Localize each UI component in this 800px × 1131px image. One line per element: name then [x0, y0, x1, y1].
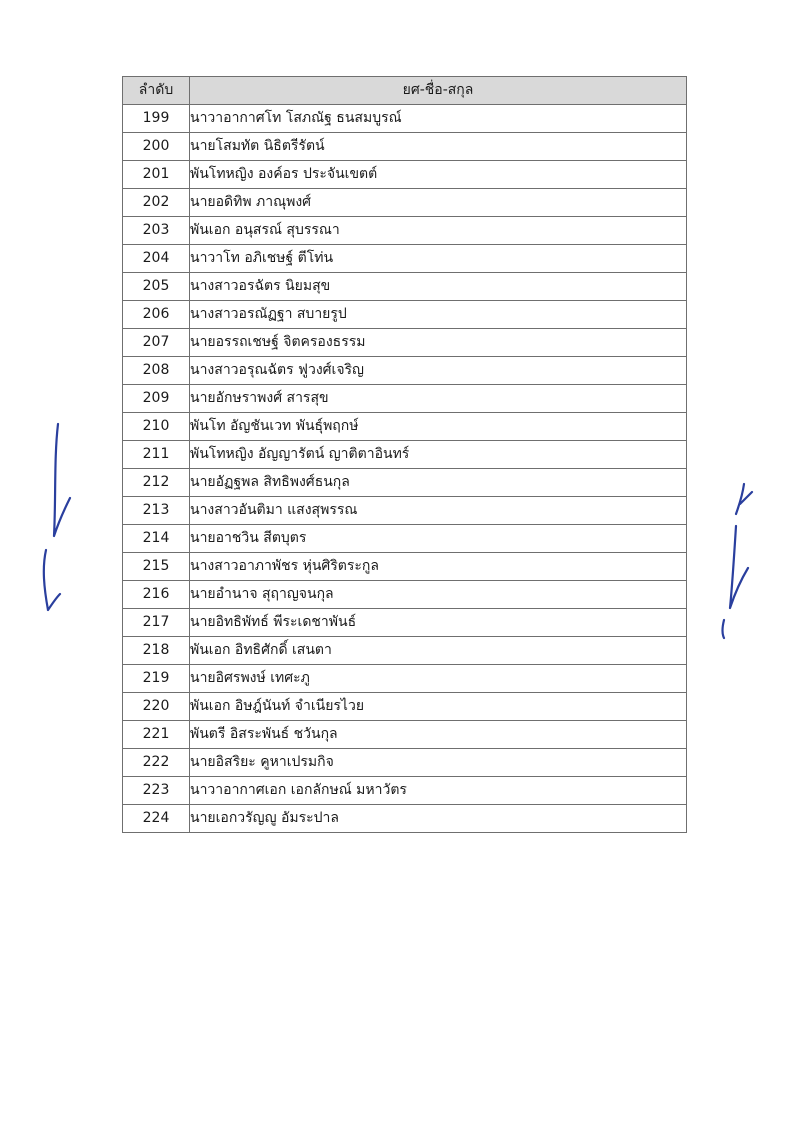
header-rank-name-surname: ยศ-ชื่อ-สกุล — [190, 77, 687, 105]
row-full-name: พันโท อัญชันเวท พันธุ์พฤกษ์ — [190, 413, 687, 441]
row-order-number: 208 — [123, 357, 190, 385]
row-full-name: นางสาวอรุณฉัตร ฟูวงศ์เจริญ — [190, 357, 687, 385]
row-full-name: นางสาวอาภาพัชร หุ่นศิริตระกูล — [190, 553, 687, 581]
row-full-name: นายอดิทิพ ภาณุพงศ์ — [190, 189, 687, 217]
row-order-number: 215 — [123, 553, 190, 581]
row-order-number: 201 — [123, 161, 190, 189]
row-order-number: 214 — [123, 525, 190, 553]
row-full-name: นางสาวอรฉัตร นิยมสุข — [190, 273, 687, 301]
row-full-name: นายอรรถเชษฐ์ จิตครองธรรม — [190, 329, 687, 357]
header-row — [123, 77, 687, 105]
row-order-number: 220 — [123, 693, 190, 721]
row-full-name: นายอักษราพงศ์ สารสุข — [190, 385, 687, 413]
row-order-number: 204 — [123, 245, 190, 273]
table-body — [123, 105, 687, 833]
row-order-number: 212 — [123, 469, 190, 497]
table-row — [123, 301, 687, 329]
row-full-name: พันเอก อนุสรณ์ สุบรรณา — [190, 217, 687, 245]
row-order-number: 221 — [123, 721, 190, 749]
row-full-name: นายอาชวิน สีตบุตร — [190, 525, 687, 553]
table-row — [123, 665, 687, 693]
table-row — [123, 441, 687, 469]
row-full-name: นายอิศรพงษ์ เทศะภู — [190, 665, 687, 693]
signature-left — [36, 418, 76, 618]
table-row — [123, 553, 687, 581]
signature-right — [716, 478, 756, 642]
row-full-name: พันตรี อิสระพันธ์ ชวันกุล — [190, 721, 687, 749]
row-order-number: 222 — [123, 749, 190, 777]
row-order-number: 219 — [123, 665, 190, 693]
table-row — [123, 609, 687, 637]
table-row — [123, 581, 687, 609]
row-order-number: 217 — [123, 609, 190, 637]
row-full-name: นาวาอากาศเอก เอกลักษณ์ มหาวัตร — [190, 777, 687, 805]
table-row — [123, 161, 687, 189]
roster-table — [122, 76, 687, 833]
table-row — [123, 749, 687, 777]
row-order-number: 203 — [123, 217, 190, 245]
table-row — [123, 497, 687, 525]
table-header — [123, 77, 687, 105]
row-full-name: นาวาโท อภิเชษฐ์ ตีโท่น — [190, 245, 687, 273]
table-row — [123, 357, 687, 385]
table-row — [123, 385, 687, 413]
row-full-name: นายอัฏฐพล สิทธิพงศ์ธนกุล — [190, 469, 687, 497]
row-order-number: 213 — [123, 497, 190, 525]
row-full-name: นายอิทธิพัทธ์ พีระเดชาพันธ์ — [190, 609, 687, 637]
table-row — [123, 525, 687, 553]
row-order-number: 223 — [123, 777, 190, 805]
row-full-name: พันเอก อิษฎ์นันท์ จำเนียรไวย — [190, 693, 687, 721]
row-order-number: 211 — [123, 441, 190, 469]
row-order-number: 224 — [123, 805, 190, 833]
table-row — [123, 469, 687, 497]
table-row — [123, 133, 687, 161]
row-full-name: นายเอกวรัญญู อัมระปาล — [190, 805, 687, 833]
row-order-number: 206 — [123, 301, 190, 329]
table-row — [123, 693, 687, 721]
table-row — [123, 413, 687, 441]
table-row — [123, 273, 687, 301]
row-order-number: 218 — [123, 637, 190, 665]
row-full-name: นางสาวอรณัฏฐา สบายรูป — [190, 301, 687, 329]
row-full-name: พันเอก อิทธิศักดิ์ เสนตา — [190, 637, 687, 665]
header-order: ลำดับ — [123, 77, 190, 105]
table-row — [123, 777, 687, 805]
table-row — [123, 721, 687, 749]
table-row — [123, 217, 687, 245]
row-order-number: 209 — [123, 385, 190, 413]
row-full-name: พันโทหญิง อัญญารัตน์ ญาติตาอินทร์ — [190, 441, 687, 469]
row-full-name: นายโสมทัต นิธิตรีรัตน์ — [190, 133, 687, 161]
row-full-name: นาวาอากาศโท โสภณัฐ ธนสมบูรณ์ — [190, 105, 687, 133]
row-order-number: 202 — [123, 189, 190, 217]
row-order-number: 216 — [123, 581, 190, 609]
table-row — [123, 105, 687, 133]
row-full-name: นายอำนาจ สุฤาญจนกุล — [190, 581, 687, 609]
row-order-number: 207 — [123, 329, 190, 357]
row-order-number: 210 — [123, 413, 190, 441]
table-row — [123, 189, 687, 217]
row-order-number: 199 — [123, 105, 190, 133]
table-row — [123, 245, 687, 273]
row-full-name: พันโทหญิง องค์อร ประจันเขตต์ — [190, 161, 687, 189]
row-full-name: นายอิสริยะ คูหาเปรมกิจ — [190, 749, 687, 777]
table-row — [123, 329, 687, 357]
row-order-number: 200 — [123, 133, 190, 161]
row-order-number: 205 — [123, 273, 190, 301]
table-row — [123, 637, 687, 665]
table-row — [123, 805, 687, 833]
row-full-name: นางสาวอันติมา แสงสุพรรณ — [190, 497, 687, 525]
